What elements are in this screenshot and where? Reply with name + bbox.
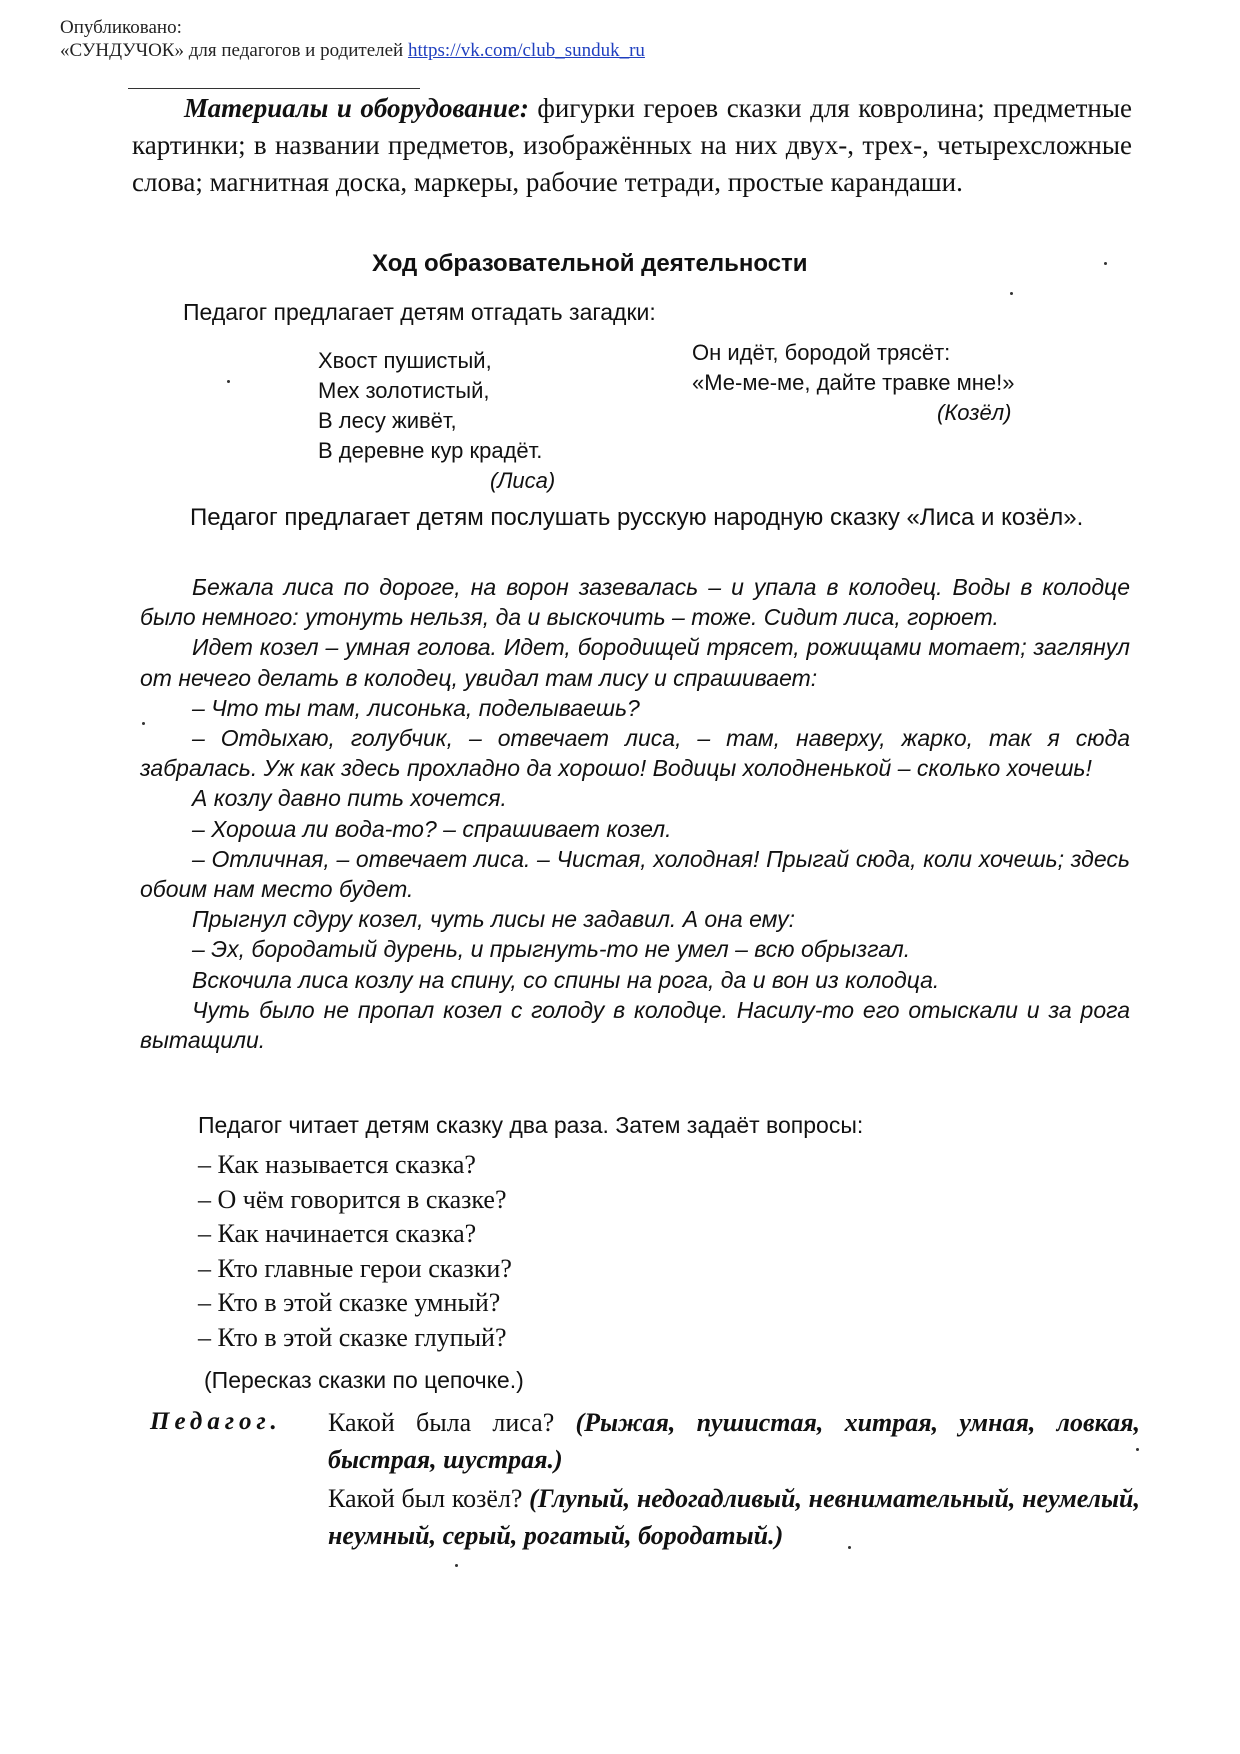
- scan-speck: [1010, 292, 1013, 295]
- tale-paragraph: Вскочила лиса козлу на спину, со спины на рога, да и вон из колодца.: [192, 966, 940, 993]
- answer-text: (Рыжая, пушистая, хитрая, умная, ловкая, быстрая, шустрая.): [328, 1408, 1140, 1474]
- riddle-line: Мех золотистый,: [318, 378, 490, 403]
- answer-text: (Глупый, недогадливый, невнимательный, неумелый, неумный, серый, рогатый, бородатый.): [328, 1484, 1141, 1550]
- question-item: – Кто в этой сказке глупый?: [198, 1322, 507, 1352]
- dialog-question-goat: [328, 1480, 1140, 1554]
- question-item: – Кто в этой сказке умный?: [198, 1288, 501, 1318]
- question-item: – О чём говорится в сказке?: [198, 1184, 507, 1214]
- question-item: – Как называется сказка?: [198, 1150, 476, 1179]
- section-title: Ход образовательной деятельности: [372, 250, 808, 277]
- riddle-fox: [318, 346, 555, 496]
- tale-paragraph: – Эх, бородатый дурень, и прыгнуть-то не умел – всю обрызгал.: [192, 936, 911, 963]
- questions-list: [198, 1148, 512, 1356]
- tale-paragraph: Бежала лиса по дороге, на ворон зазевалась – и упала в колодец. Воды в колодце было немного: утонуть нельзя, да и выскочить – тоже. Сидит лиса, горюет.: [140, 574, 1130, 631]
- riddle-goat: [692, 338, 1015, 428]
- materials-text: фигурки героев сказки для ковролина; предметные картинки; в названии предметов, изображённых на них двух-, трех-, четырехсложные слова; магнитная доска, маркеры, рабочие тетради, простые карандаши.: [132, 93, 1132, 197]
- tale-paragraph: Идет козел – умная голова. Идет, бородищей трясет, рожищами мотает; заглянул от нечего делать в колодец, увидал там лису и спрашивает:: [140, 634, 1130, 691]
- scan-speck: [848, 1546, 851, 1549]
- question-text: Какой был козёл?: [328, 1484, 523, 1513]
- tale-paragraph: – Отдыхаю, голубчик, – отвечает лиса, – там, наверху, жарко, так я сюда забралась. Уж как здесь прохладно да хорошо! Водицы холодненькой – сколько хочешь!: [140, 725, 1130, 782]
- community-link[interactable]: https://vk.com/club_sunduk_ru: [407, 40, 645, 61]
- dialog-lines: [328, 1404, 1140, 1556]
- riddle-answer: (Лиса): [490, 468, 556, 493]
- scan-speck: [455, 1564, 458, 1567]
- tale-paragraph: А козлу давно пить хочется.: [192, 785, 507, 812]
- materials-paragraph: [132, 90, 1132, 201]
- published-label: Опубликовано:: [60, 17, 182, 38]
- riddle-line: Он идёт, бородой трясёт:: [692, 340, 951, 365]
- scan-speck: [142, 722, 145, 725]
- riddle-answer: (Козёл): [937, 400, 1012, 425]
- tale-paragraph: Прыгнул сдуру козел, чуть лисы не задавил. А она ему:: [192, 906, 795, 933]
- scan-speck: [227, 380, 230, 383]
- riddle-line: Хвост пушистый,: [318, 348, 492, 373]
- publication-header: [60, 16, 645, 62]
- after-reading-note: Педагог читает детям сказку два раза. Затем задаёт вопросы:: [198, 1112, 864, 1138]
- riddle-line: В деревне кур крадёт.: [318, 438, 543, 463]
- scan-speck: [1104, 262, 1107, 265]
- retelling-note: (Пересказ сказки по цепочке.): [204, 1367, 524, 1393]
- tale-paragraph: – Что ты там, лисонька, поделываешь?: [192, 694, 640, 721]
- riddle-line: «Ме-ме-ме, дайте травке мне!»: [692, 370, 1015, 395]
- tale-paragraph: Чуть было не пропал козел с голоду в колодце. Насилу-то его отыскали и за рога вытащили.: [140, 996, 1130, 1054]
- riddles-intro: Педагог предлагает детям отгадать загадки:: [183, 299, 656, 325]
- riddle-line: В лесу живёт,: [318, 408, 457, 433]
- materials-lead: Материалы и оборудование:: [184, 93, 529, 123]
- question-item: – Кто главные герои сказки?: [198, 1253, 512, 1283]
- tale-paragraph: – Отличная, – отвечает лиса. – Чистая, холодная! Прыгай сюда, коли хочешь; здесь обоим нам место будет.: [140, 845, 1130, 903]
- question-item: – Как начинается сказка?: [198, 1219, 477, 1249]
- dialog-question-fox: [328, 1404, 1140, 1478]
- divider-line: [128, 88, 420, 89]
- tale-intro: Педагог предлагает детям послушать русскую народную сказку «Лиса и козёл».: [190, 504, 1084, 531]
- speaker-label: Педагог.: [150, 1408, 282, 1435]
- community-name: «СУНДУЧОК» для педагогов и родителей: [60, 40, 404, 61]
- question-text: Какой была лиса?: [328, 1408, 555, 1437]
- community-line: [60, 39, 645, 62]
- scan-speck: [1136, 1448, 1139, 1451]
- tale-paragraph: – Хороша ли вода-то? – спрашивает козел.: [192, 815, 672, 842]
- fairy-tale-text: [140, 572, 1130, 1055]
